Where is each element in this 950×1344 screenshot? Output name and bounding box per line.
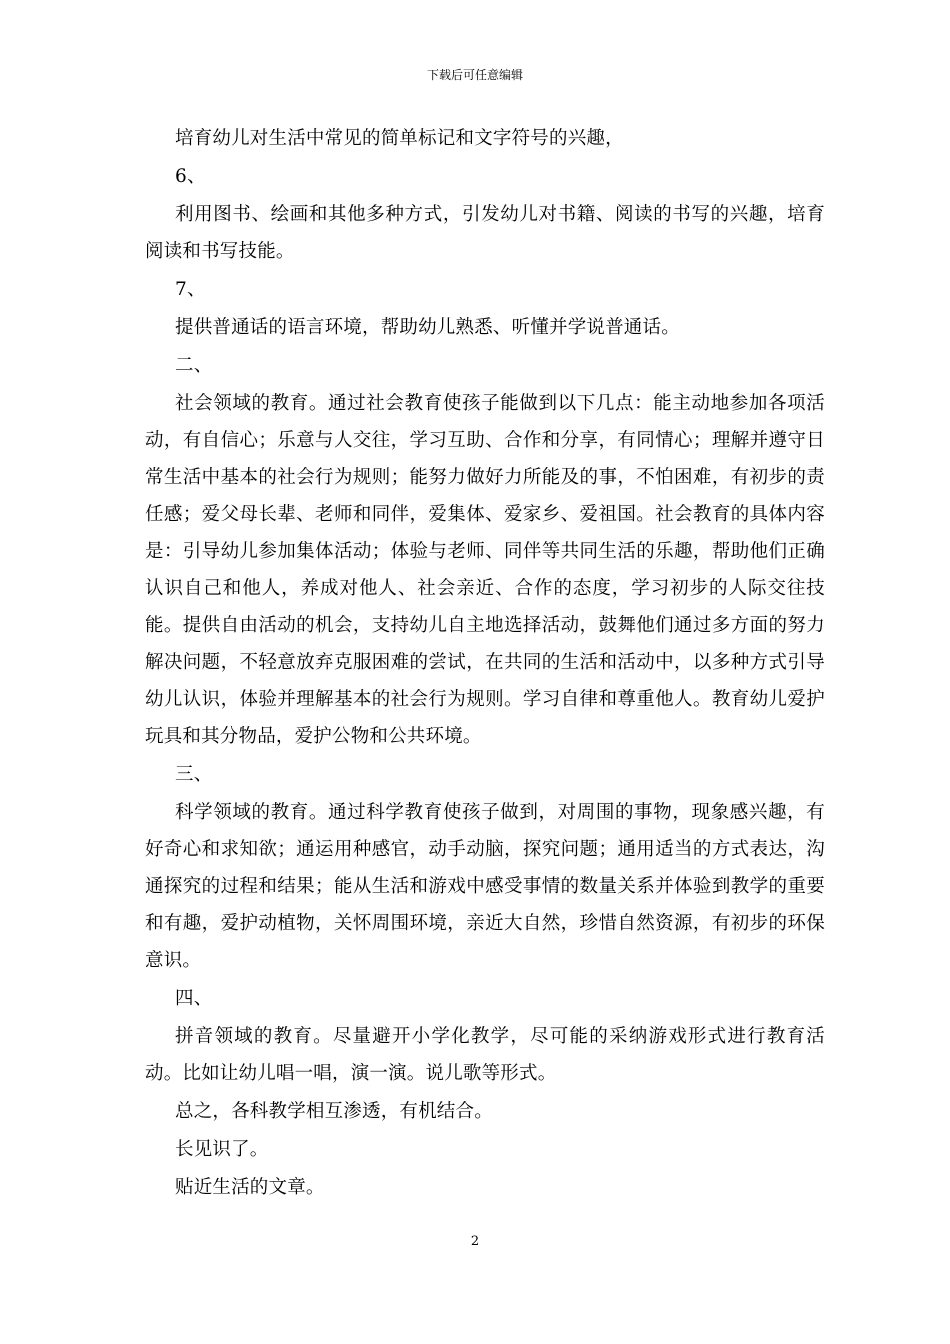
page-number: 2 bbox=[470, 1234, 480, 1249]
paragraph-reading: 利用图书、绘画和其他多种方式，引发幼儿对书籍、阅读的书写的兴趣，培育阅读和书写技能。 bbox=[145, 204, 825, 262]
list-marker-7: 7、 bbox=[175, 279, 206, 300]
paragraph-social: 社会领域的教育。通过社会教育使孩子能做到以下几点：能主动地参加各项活动，有自信心；乐意与人交往，学习互助、合作和分享，有同情心；理解并遵守日常生活中基本的社会行为规则；能努力做好力所能及的事，不怕困难，有初步的责任感；爱父母长辈、老师和同伴，爱集体、爱家乡、爱祖国。社会教育的具体内容是：引导幼儿参加集体活动；体验与老师、同伴等共同生活的乐趣，帮助他们正确认识自己和他人，养成对他人、社会亲近、合作的态度，学习初步的人际交往技能。提供自由活动的机会，支持幼儿自主地选择活动，鼓舞他们通过多方面的努力解决问题，不轻意放弃克服困难的尝试，在共同的生活和活动中，以多种方式引导幼儿认识，体验并理解基本的社会行为规则。学习自律和尊重他人。教育幼儿爱护玩具和其分物品，爱护公物和公共环境。 bbox=[145, 393, 825, 747]
section-heading-2: 二、 bbox=[175, 355, 213, 376]
list-marker-6: 6、 bbox=[175, 166, 206, 187]
paragraph-note-2: 贴近生活的文章。 bbox=[175, 1177, 325, 1198]
paragraph-1: 培育幼儿对生活中常见的简单标记和文字符号的兴趣， bbox=[175, 128, 624, 149]
paragraph-pinyin: 拼音领域的教育。尽量避开小学化教学，尽可能的采纳游戏形式进行教育活动。比如让幼儿唱一唱，演一演。说儿歌等形式。 bbox=[145, 1026, 825, 1084]
section-heading-4: 四、 bbox=[175, 988, 213, 1009]
paragraph-mandarin: 提供普通话的语言环境，帮助幼儿熟悉、听懂并学说普通话。 bbox=[175, 317, 680, 338]
document-body bbox=[145, 120, 825, 1206]
paragraph-note-1: 长见识了。 bbox=[175, 1139, 269, 1160]
section-heading-3: 三、 bbox=[175, 764, 213, 785]
paragraph-science: 科学领域的教育。通过科学教育使孩子做到，对周围的事物，现象感兴趣，有好奇心和求知欲；通运用种感官，动手动脑，探究问题；通用适当的方式表达，沟通探究的过程和结果；能从生活和游戏中感受事情的数量关系并体验到教学的重要和有趣，爱护动植物，关怀周围环境，亲近大自然，珍惜自然资源，有初步的环保意识。 bbox=[145, 802, 825, 971]
paragraph-summary: 总之，各科教学相互渗透，有机结合。 bbox=[175, 1101, 493, 1122]
page-header: 下载后可任意编辑 bbox=[426, 68, 523, 82]
